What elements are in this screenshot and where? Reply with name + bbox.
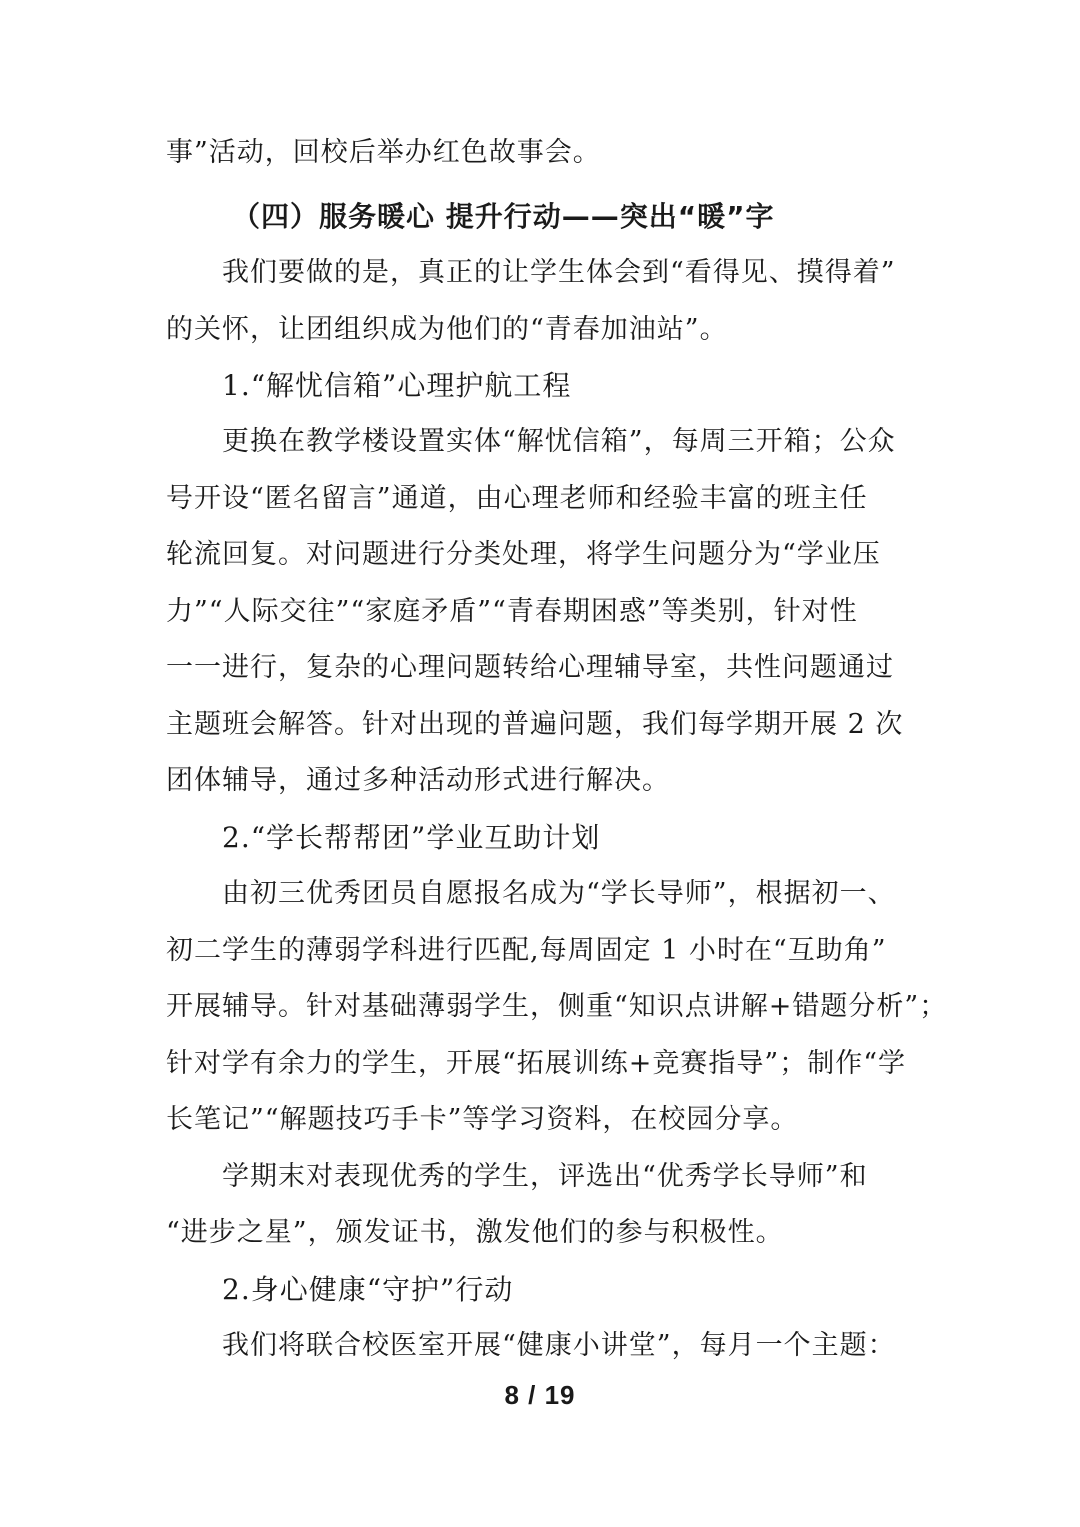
section-heading: （四）服务暖心 提升行动——突出“暖”字	[232, 200, 775, 233]
paragraph-line: 的关怀，让团组织成为他们的“青春加油站”。	[166, 314, 728, 345]
paragraph-line: 开展辅导。针对基础薄弱学生，侧重“知识点讲解+错题分析”；	[166, 991, 948, 1022]
paragraph-line: 力”“人际交往”“家庭矛盾”“青春期困惑”等类别，针对性	[166, 596, 858, 627]
paragraph-line: 我们要做的是，真正的让学生体会到“看得见、摸得着”	[222, 257, 896, 288]
paragraph-line: 初二学生的薄弱学科进行匹配,每周固定 1 小时在“互助角”	[166, 935, 887, 966]
paragraph-line: “进步之星”，颁发证书，激发他们的参与积极性。	[166, 1217, 784, 1248]
paragraph-line: 学期末对表现优秀的学生，评选出“优秀学长导师”和	[222, 1161, 868, 1192]
paragraph-line: 由初三优秀团员自愿报名成为“学长导师”，根据初一、	[222, 878, 896, 909]
paragraph-line: 轮流回复。对问题进行分类处理，将学生问题分为“学业压	[166, 539, 881, 570]
page-number: 8 / 19	[504, 1380, 576, 1410]
paragraph-line: 我们将联合校医室开展“健康小讲堂”，每月一个主题：	[222, 1330, 896, 1361]
subsection-heading: 2.身心健康“守护”行动	[222, 1273, 514, 1306]
subsection-heading: 2.“学长帮帮团”学业互助计划	[222, 821, 601, 854]
subsection-heading: 1.“解忧信箱”心理护航工程	[222, 369, 572, 402]
paragraph-line: 一一进行，复杂的心理问题转给心理辅导室，共性问题通过	[166, 652, 894, 683]
paragraph-line: 号开设“匿名留言”通道，由心理老师和经验丰富的班主任	[166, 483, 868, 514]
paragraph-line: 长笔记”“解题技巧手卡”等学习资料，在校园分享。	[166, 1104, 799, 1135]
paragraph-line: 团体辅导，通过多种活动形式进行解决。	[166, 765, 670, 796]
paragraph-line: 更换在教学楼设置实体“解忧信箱”，每周三开箱；公众	[222, 426, 896, 457]
paragraph-line: 主题班会解答。针对出现的普遍问题，我们每学期开展 2 次	[166, 709, 904, 740]
paragraph-line: 事”活动，回校后举办红色故事会。	[166, 137, 601, 168]
paragraph-line: 针对学有余力的学生，开展“拓展训练+竞赛指导”；制作“学	[166, 1048, 907, 1079]
